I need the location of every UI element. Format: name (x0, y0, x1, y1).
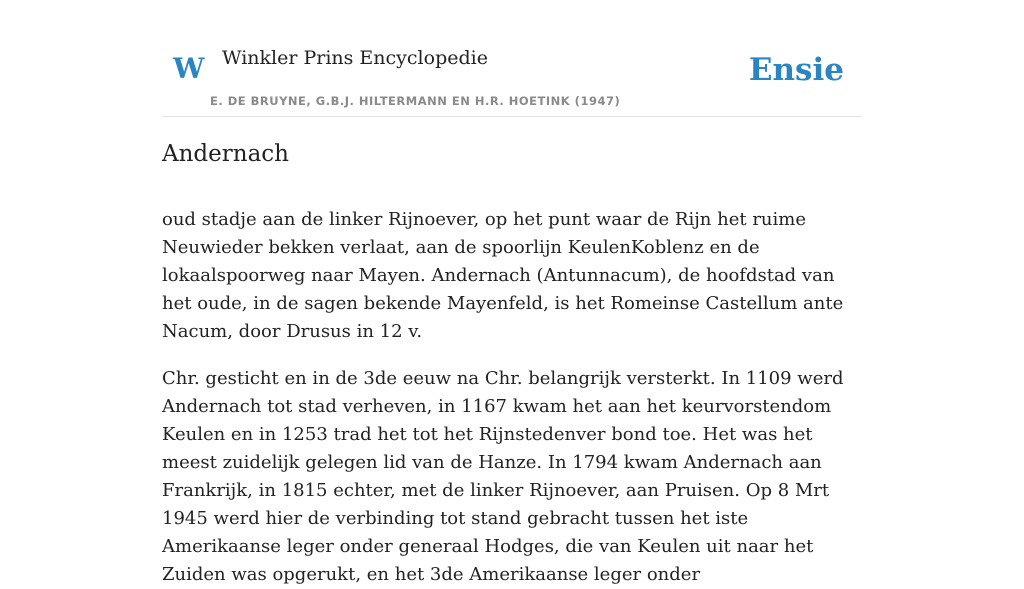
article-body (162, 136, 862, 589)
article-paragraph: Chr. gesticht en in de 3de eeuw na Chr. belangrijk versterkt. In 1109 werd Andernach tot stad verheven, in 1167 kwam het aan het keurvorstendom Keulen en in 1253 trad het tot het Rijnstedenver bond toe. Het was het meest zuidelijk gelegen lid van de Hanze. In 1794 kwam Andernach aan Frankrijk, in 1815 echter, met de linker Rijnoever, aan Pruisen. Op 8 Mrt 1945 werd hier de verbinding tot stand gebracht tussen het iste Amerikaanse leger onder generaal Hodges, die van Keulen uit naar het Zuiden was opgerukt, en het 3de Amerikaanse leger onder (162, 368, 844, 585)
winkler-prins-logo[interactable]: W (173, 52, 205, 85)
article-paragraph: oud stadje aan de linker Rijnoever, op het punt waar de Rijn het ruime Neuwieder bekken verlaat, aan de spoorlijn KeulenKoblenz en de lokaalspoorweg naar Mayen. Andernach (Antunnacum), de hoofdstad van het oude, in de sagen bekende Mayenfeld, is het Romeinse Castellum ante Nacum, door Drusus in 12 v. (162, 209, 844, 342)
article-title: Andernach (162, 141, 289, 167)
source-authors: E. DE BRUYNE, G.B.J. HILTERMANN EN H.R. HOETINK (1947) (210, 94, 621, 108)
site-header (162, 0, 862, 117)
source-title-link[interactable]: Winkler Prins Encyclopedie (222, 47, 488, 69)
ensie-logo-link[interactable]: Ensie (748, 52, 844, 88)
